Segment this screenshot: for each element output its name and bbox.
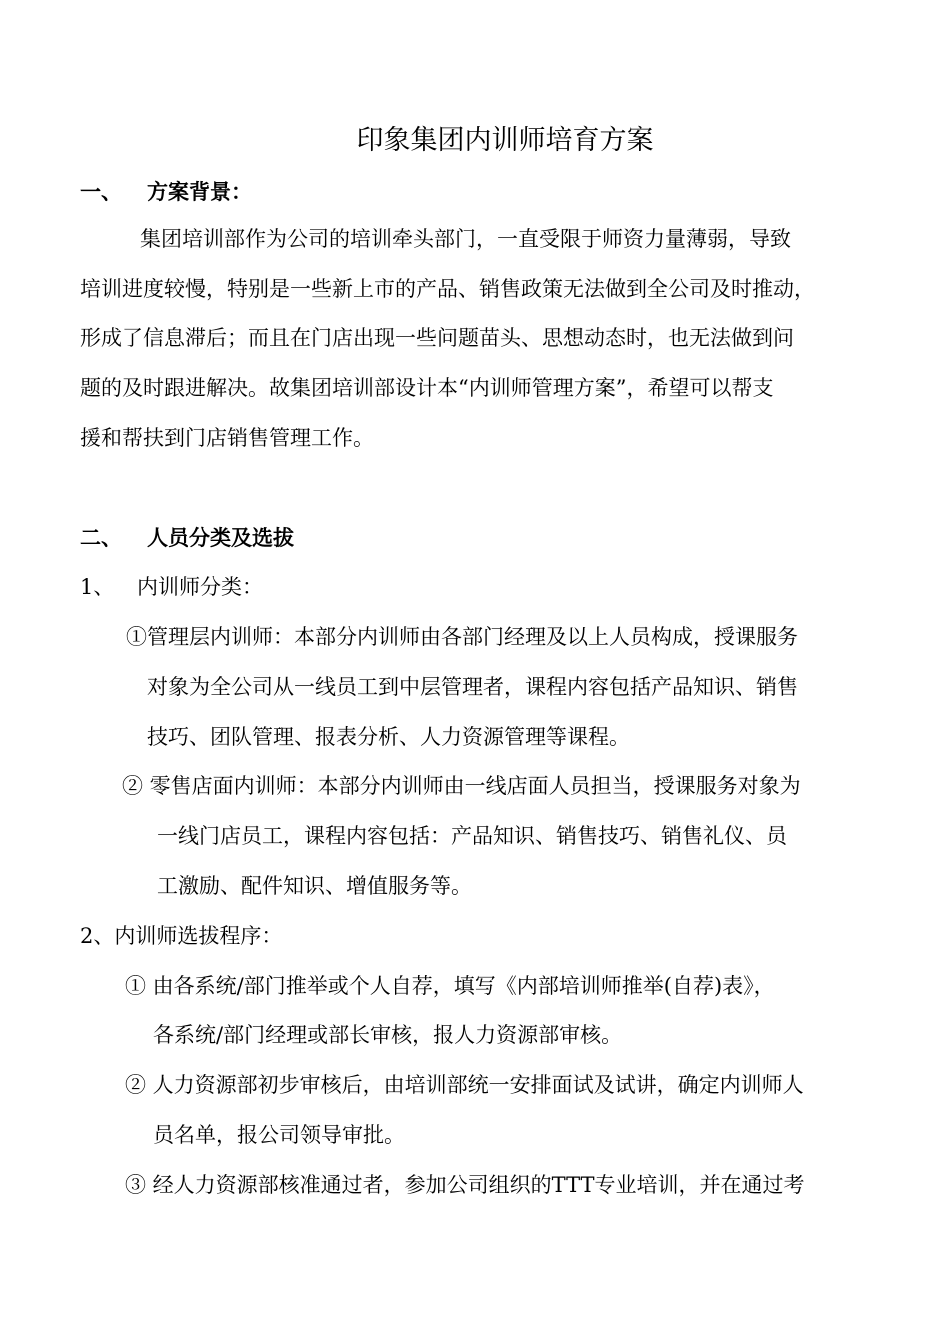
subsection-1-number: 1、 [80,575,115,599]
section-1-number: 一、 [80,179,122,204]
list-item-line: ② 人力资源部初步审核后，由培训部统一安排面试及试讲，确定内训师人 [125,1073,804,1097]
list-item-line: ③ 经人力资源部核准通过者，参加公司组织的TTT专业培训，并在通过考 [125,1173,805,1197]
list-item-line: ② 零售店面内训师：本部分内训师由一线店面人员担当，授课服务对象为 [122,774,801,798]
paragraph-line: 培训进度较慢，特别是一些新上市的产品、销售政策无法做到全公司及时推动， [80,277,815,301]
section-2-heading: 人员分类及选拔 [147,525,294,550]
paragraph-line: 集团培训部作为公司的培训牵头部门，一直受限于师资力量薄弱，导致 [140,227,791,251]
section-1-heading: 方案背景： [147,179,252,204]
list-item-line: 各系统/部门经理或部长审核，报人力资源部审核。 [153,1023,623,1047]
list-item-line: 员名单，报公司领导审批。 [153,1123,405,1147]
subsection-2-heading: 2、内训师选拔程序： [80,924,283,948]
section-2-number: 二、 [80,525,122,550]
paragraph-line: 形成了信息滞后；而且在门店出现一些问题苗头、思想动态时，也无法做到问 [80,326,794,350]
list-item-line: 工激励、配件知识、增值服务等。 [157,874,472,898]
list-item-line: ① 由各系统/部门推举或个人自荐，填写《内部培训师推举(自荐)表》， [125,974,775,998]
paragraph-line: 援和帮扶到门店销售管理工作。 [80,426,374,450]
subsection-1-heading: 内训师分类： [137,575,263,599]
list-item-line: 对象为全公司从一线员工到中层管理者，课程内容包括产品知识、销售 [147,675,798,699]
list-item-line: 技巧、团队管理、报表分析、人力资源管理等课程。 [147,725,630,749]
list-item-line: ①管理层内训师：本部分内训师由各部门经理及以上人员构成，授课服务 [126,625,798,649]
paragraph-line: 题的及时跟进解决。故集团培训部设计本“内训师管理方案”，希望可以帮支 [80,376,774,400]
document-title: 印象集团内训师培育方案 [356,125,654,156]
list-item-line: 一线门店员工，课程内容包括：产品知识、销售技巧、销售礼仪、员 [157,824,787,848]
